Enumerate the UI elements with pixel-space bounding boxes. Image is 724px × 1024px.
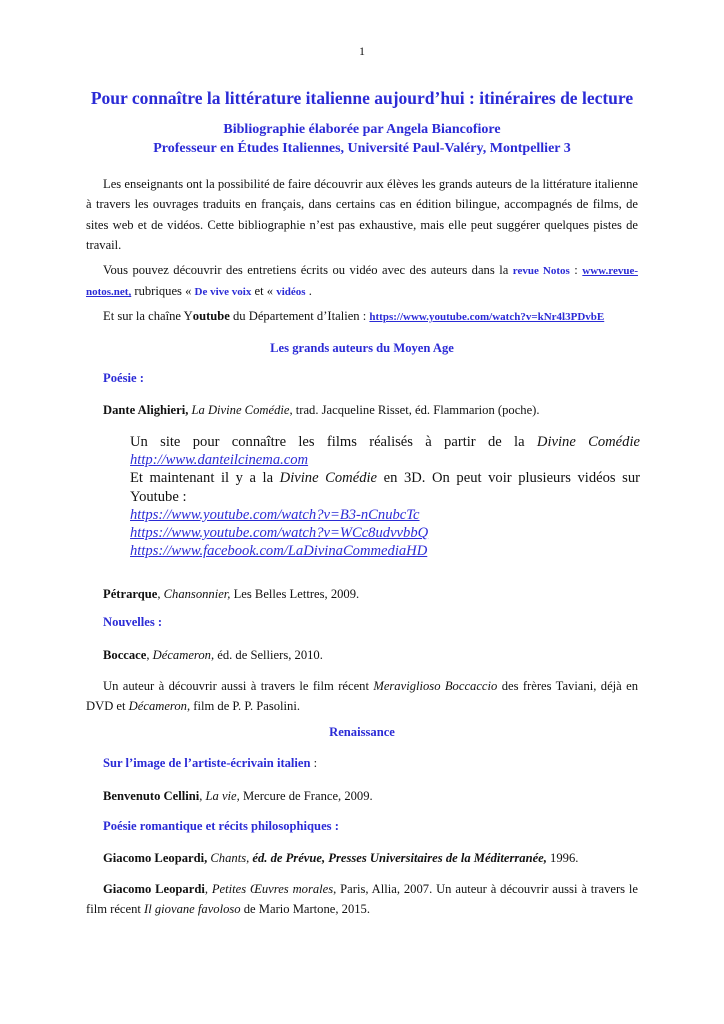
leopardi2-end: de Mario Martone, 2015.: [240, 902, 370, 917]
work-petites-oeuvres: Petites Œuvres morales: [211, 882, 334, 896]
cellini-sep: ,: [199, 789, 206, 803]
danteilcinema-line: [130, 433, 640, 469]
notos-sep: :: [569, 263, 583, 277]
divine-3d-after: en 3D. On peut voir plusieurs vidéos sur Youtube :: [130, 470, 640, 505]
work-chants: Chants,: [207, 851, 250, 865]
leopardi2-sep: ,: [204, 882, 212, 896]
author-boccace: Boccace: [103, 648, 147, 662]
document-title: Pour connaître la littérature italienne aujourd’hui : itinéraires de lecture: [90, 88, 634, 108]
notos-text: Vous pouvez découvrir des entretiens écrits ou vidéo avec des auteurs dans la: [103, 263, 513, 277]
leopardi2-rest: , Paris, Allia, 2007. Un auteur à découvrir aussi à travers le film récent: [86, 882, 639, 917]
page-number: 1: [359, 44, 365, 58]
work-la-vie: La vie,: [205, 789, 240, 803]
author-leopardi: Giacomo Leopardi,: [103, 851, 208, 865]
boccace-film-text: Un auteur à découvrir aussi à travers le film récent: [103, 679, 374, 693]
notos-link[interactable]: www.revue-notos.net,: [86, 265, 639, 299]
author-leopardi-2: Giacomo Leopardi: [103, 882, 205, 896]
entry-dante: [86, 400, 638, 420]
revue-notos-label: revue Notos: [512, 265, 570, 277]
film-giovane-favoloso: Il giovane favoloso: [144, 902, 241, 917]
boccace-edition: éd. de Selliers, 2010.: [214, 648, 323, 662]
dante-links-block: [130, 433, 640, 560]
youtube-link-1[interactable]: https://www.youtube.com/watch?v=B3-nCnubcTc: [130, 506, 420, 523]
heading-artiste-colon: :: [310, 756, 318, 770]
dante-edition: trad. Jacqueline Risset, éd. Flammarion (poche).: [292, 403, 540, 417]
youtube-bold: outube: [192, 309, 230, 323]
rubriques-end: .: [305, 284, 312, 299]
author-affiliation: Professeur en Études Italiennes, Université Paul-Valéry, Montpellier 3: [153, 141, 571, 156]
work-divine-comedie: La Divine Comédie,: [191, 403, 293, 417]
entry-petrarque: [86, 584, 638, 604]
cellini-edition: Mercure de France, 2009.: [239, 789, 373, 803]
youtube-link-2[interactable]: https://www.youtube.com/watch?v=WCc8udvvbbQ: [130, 525, 429, 542]
film-decameron: Décameron: [128, 699, 187, 714]
boccace-sep: ,: [146, 648, 153, 662]
danteilcinema-link[interactable]: http://www.danteilcinema.com: [130, 452, 309, 469]
boccace-film-paragraph: [86, 676, 638, 717]
petrarque-sep: ,: [157, 587, 164, 601]
leopardi-edition-bold: éd. de Prévue, Presses Universitaires de la Méditerranée,: [249, 851, 547, 865]
heading-poesie: Poésie :: [103, 371, 144, 385]
rubrique-de-vive-voix: De vive voix: [194, 286, 252, 299]
petrarque-edition: Les Belles Lettres, 2009.: [230, 587, 360, 601]
rubriques-text: rubriques «: [131, 284, 195, 299]
rubrique-videos: vidéos: [276, 286, 306, 299]
leopardi-year: 1996.: [546, 851, 579, 865]
entry-leopardi-chants: [86, 848, 638, 868]
youtube-text: Et sur la chaîne Y: [103, 309, 193, 323]
work-decameron: Décameron,: [152, 648, 215, 662]
divine-comedie-ref: Divine Comédie: [536, 434, 640, 450]
section-moyen-age: Les grands auteurs du Moyen Age: [270, 341, 454, 355]
bibliography-author: Bibliographie élaborée par Angela Biancofiore: [223, 122, 501, 137]
danteilcinema-text: Un site pour connaître les films réalisés à partir de la: [130, 434, 537, 450]
divine-comedie-ref-2: Divine Comédie: [279, 470, 378, 487]
entry-cellini: [86, 786, 638, 806]
entry-leopardi-oeuvres: [86, 879, 638, 920]
youtube-channel-link[interactable]: https://www.youtube.com/watch?v=kNr4l3PDvbE: [369, 311, 605, 323]
film-meraviglioso-boccaccio: Meraviglioso Boccaccio: [373, 679, 498, 693]
entry-boccace: [86, 645, 638, 665]
boccace-film-after: , film de P. P. Pasolini.: [186, 699, 300, 714]
youtube-after: du Département d’Italien :: [229, 309, 370, 323]
divine-3d-line: [130, 469, 640, 505]
notos-paragraph: [86, 260, 638, 303]
heading-nouvelles: Nouvelles :: [103, 615, 163, 629]
youtube-paragraph: [86, 306, 638, 327]
author-dante: Dante Alighieri,: [103, 403, 189, 417]
author-petrarque: Pétrarque: [103, 587, 158, 601]
rubriques-mid: et «: [251, 284, 277, 299]
heading-artiste-ecrivain-row: [103, 756, 317, 771]
facebook-link[interactable]: https://www.facebook.com/LaDivinaCommediaHD: [130, 543, 428, 560]
heading-artiste-ecrivain: Sur l’image de l’artiste-écrivain italien: [103, 756, 311, 770]
divine-3d-text: Et maintenant il y a la: [130, 470, 280, 487]
author-cellini: Benvenuto Cellini: [103, 789, 200, 803]
boccace-film-mid: des frères Taviani, déjà en DVD et: [86, 679, 639, 714]
section-renaissance: Renaissance: [329, 725, 395, 739]
work-chansonnier: Chansonnier,: [163, 587, 231, 601]
heading-poesie-romantique: Poésie romantique et récits philosophiques :: [103, 819, 339, 833]
intro-paragraph: Les enseignants ont la possibilité de faire découvrir aux élèves les grands auteurs de la littérature italienne à travers les ouvrages traduits en français, dans certains cas en édition bilingue, accompagnés de films, de sites web et de vidéos. Cette bibliographie n’est pas exhaustive, mais elle peut suggérer quelques pistes de travail.: [86, 177, 638, 252]
